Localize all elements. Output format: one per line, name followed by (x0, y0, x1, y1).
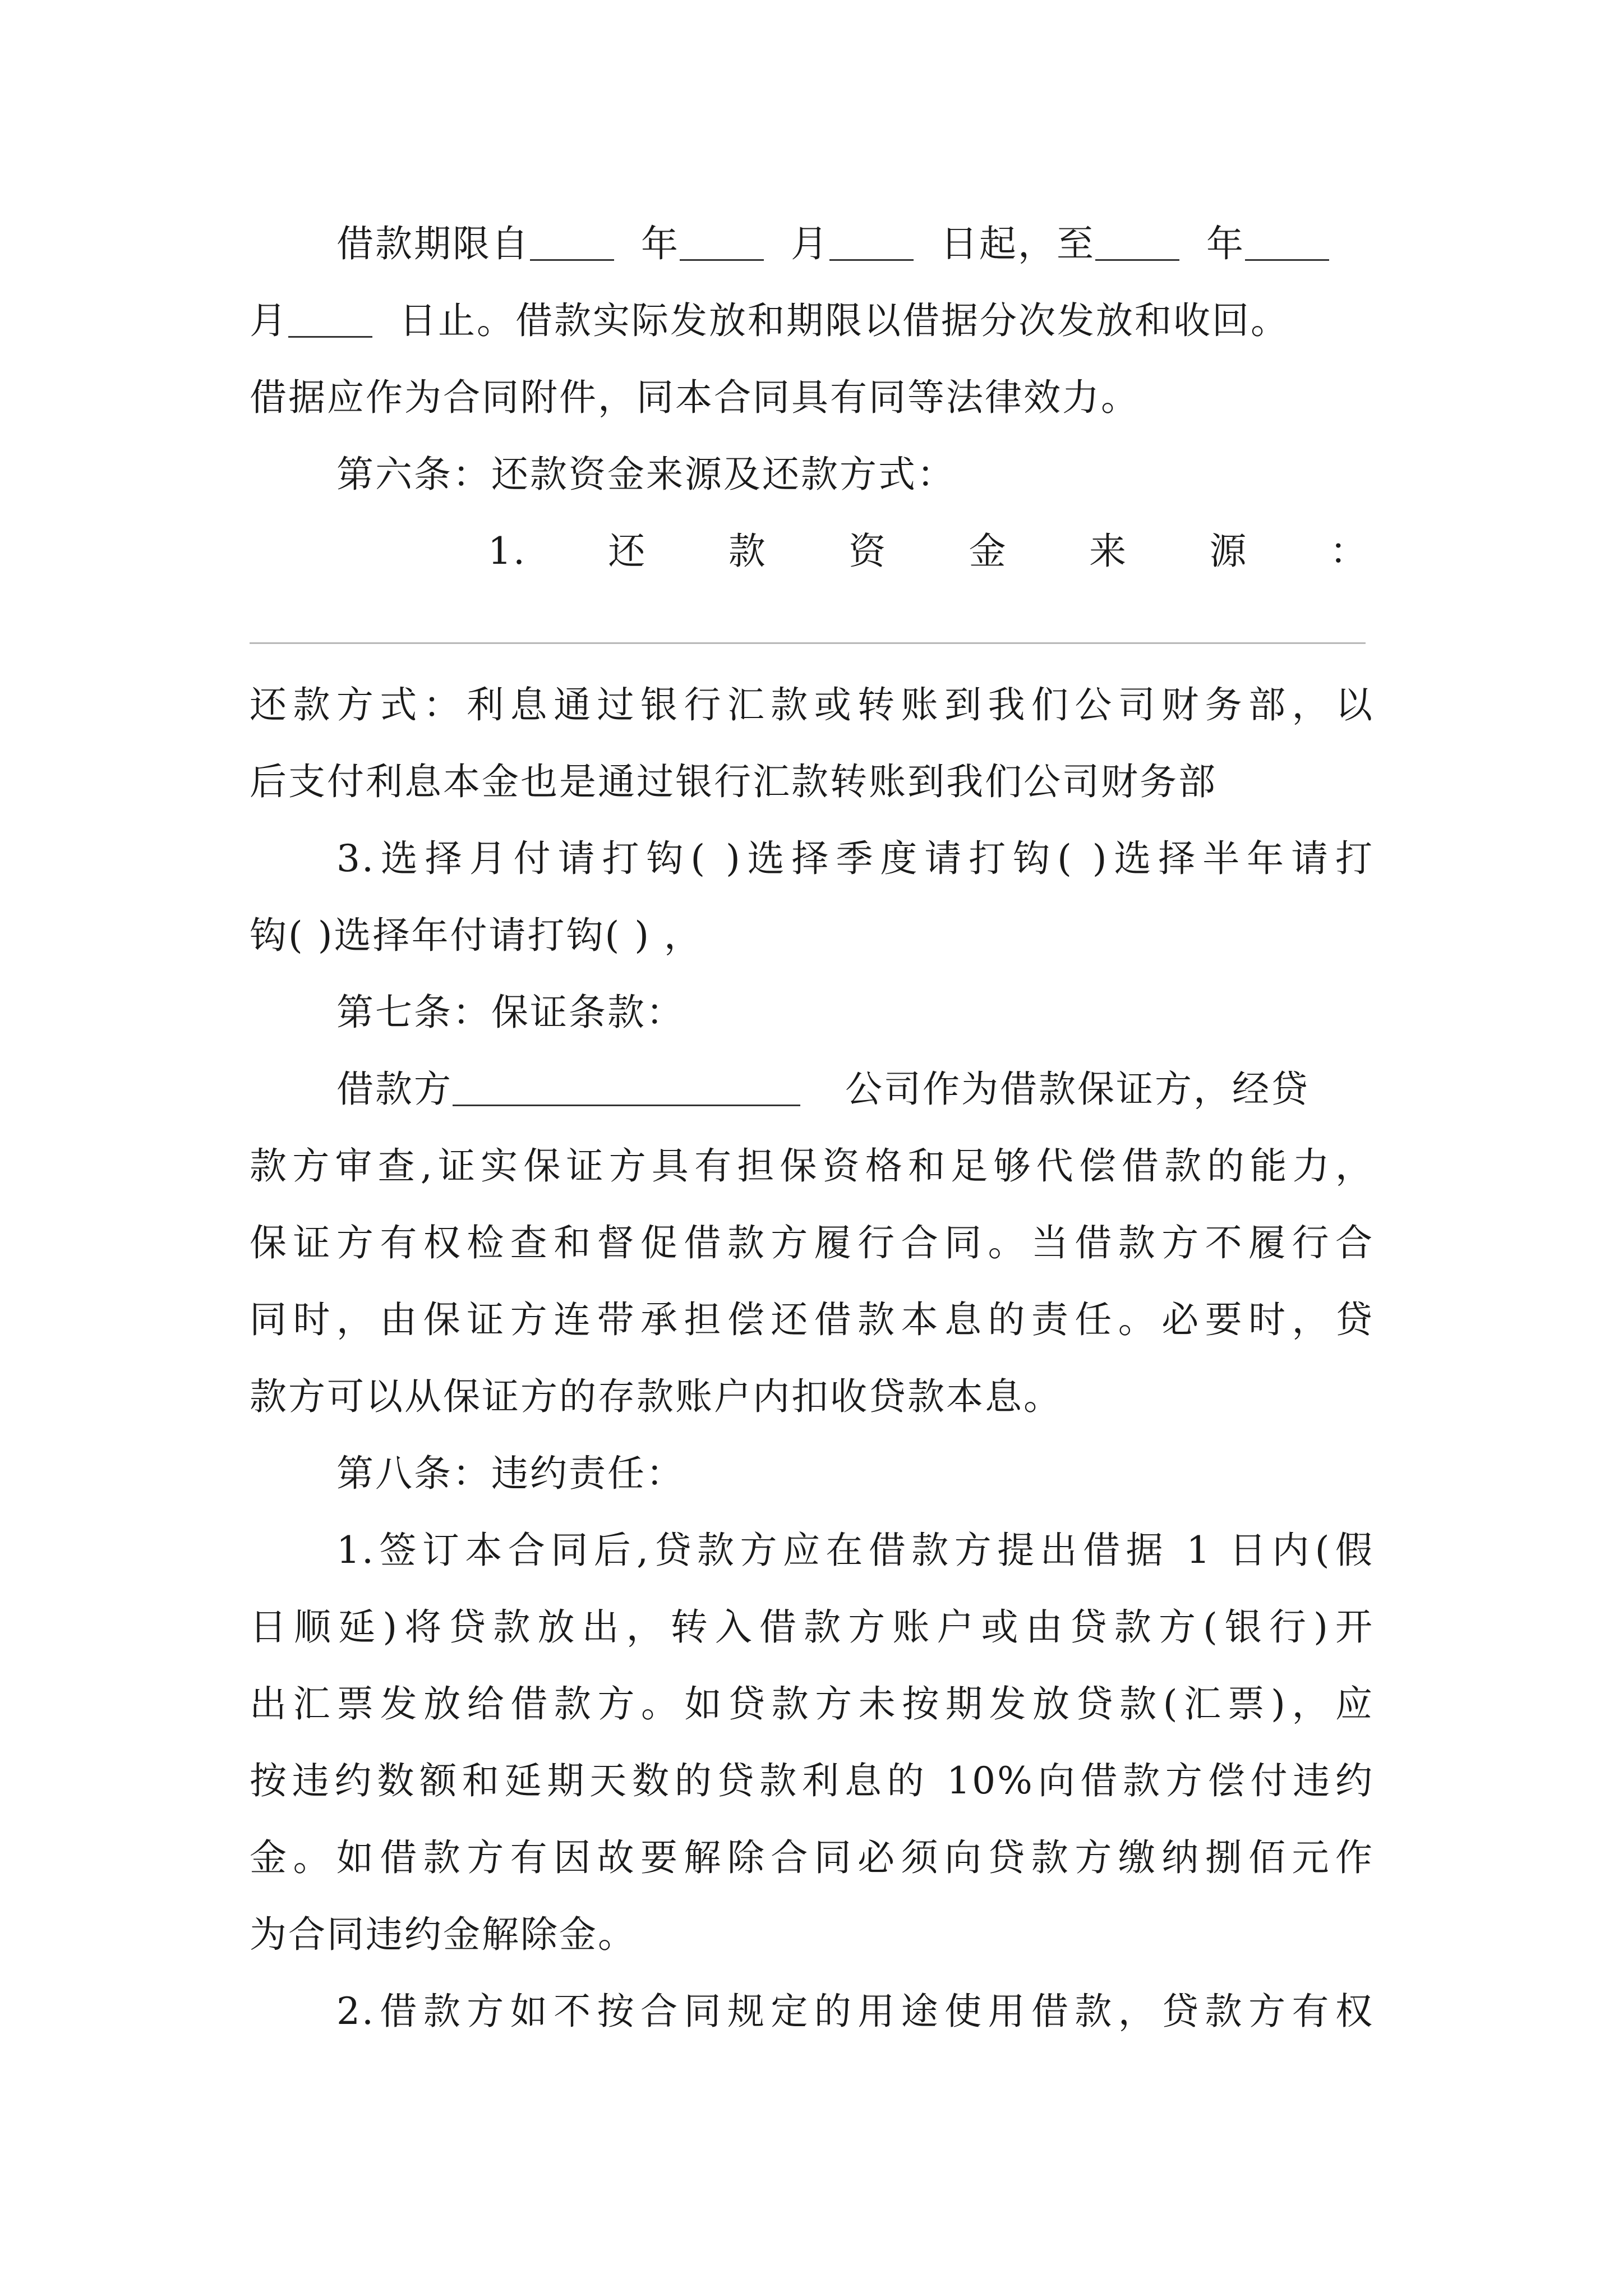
month-blank-end[interactable] (1245, 222, 1329, 261)
article-8-heading: 第八条：违约责任： (336, 1452, 685, 1495)
breach-clause-1-line-1: 1.签订本合同后,贷款方应在借款方提出借据 1 日内(假 (336, 1529, 1374, 1572)
repayment-method-line-2: 后支付利息本金也是通过银行汇款转账到我们公司财务部 (250, 760, 1217, 803)
guarantee-line-4: 同时，由保证方连带承担偿还借款本息的责任。必要时，贷 (250, 1298, 1374, 1341)
source-char: 来 (1089, 530, 1128, 573)
day-blank-end[interactable] (288, 299, 372, 338)
breach-clause-1-line-6: 为合同违约金解除金。 (250, 1913, 637, 1956)
breach-clause-1-line-5: 金。如借款方有因故要解除合同必须向贷款方缴纳捌佰元作 (250, 1836, 1374, 1879)
breach-clause-1-line-2: 日顺延)将贷款放出，转入借款方账户或由贷款方(银行)开 (250, 1605, 1374, 1649)
guarantee-line-3: 保证方有权检查和督促借款方履行合同。当借款方不履行合 (250, 1221, 1374, 1264)
repayment-method-line-1: 还款方式：利息通过银行汇款或转账到我们公司财务部，以 (250, 683, 1374, 726)
source-char: 款 (728, 530, 767, 573)
breach-clause-2-line-1: 2.借款方如不按合同规定的用途使用借款，贷款方有权 (336, 1990, 1374, 2033)
guarantee-line-2: 款方审查,证实保证方具有担保资格和足够代偿借款的能力， (250, 1144, 1374, 1188)
borrower-label: 借款方 (336, 1068, 453, 1111)
payment-choice-line-1: 3.选择月付请打钩( )选择季度请打钩( )选择半年请打 (336, 837, 1374, 880)
month-blank-start[interactable] (680, 222, 764, 261)
year-blank-end[interactable] (1095, 222, 1179, 261)
term-text-5: 年 (1206, 222, 1245, 265)
breach-clause-1-line-3: 出汇票发放给借款方。如贷款方未按期发放贷款(汇票)，应 (250, 1682, 1374, 1726)
source-char: ： (1329, 530, 1368, 573)
repayment-source-line (488, 521, 1368, 582)
source-char: 源 (1209, 530, 1248, 573)
term-line-1 (336, 213, 1374, 275)
source-number: 1. (488, 530, 527, 573)
term-text-2: 年 (641, 222, 680, 265)
term-text-6: 月 (250, 299, 288, 342)
day-blank-start[interactable] (829, 222, 914, 261)
payment-choice-line-2: 钩( )选择年付请打钩( ) ， (250, 914, 703, 957)
guarantee-text-1: 公司作为借款保证方，经贷 (845, 1068, 1310, 1111)
year-blank-start[interactable] (530, 222, 614, 261)
article-7-heading: 第七条：保证条款： (336, 991, 685, 1034)
term-text-4: 日起，至 (940, 222, 1095, 265)
article-6-heading: 第六条：还款资金来源及还款方式： (336, 453, 956, 496)
term-line-2 (250, 290, 1374, 352)
guarantee-line-5: 款方可以从保证方的存款账户内扣收贷款本息。 (250, 1375, 1062, 1418)
repayment-source-fill-line[interactable] (250, 642, 1366, 644)
source-char: 金 (969, 530, 1008, 573)
term-text-1: 借款期限自 (336, 222, 530, 265)
term-line-3: 借据应作为合同附件，同本合同具有同等法律效力。 (250, 376, 1140, 419)
borrower-company-blank[interactable] (453, 1068, 800, 1106)
term-text-7: 日止。借款实际发放和期限以借据分次发放和收回。 (399, 299, 1289, 342)
breach-clause-1-line-4: 按违约数额和延期天数的贷款利息的 10%向借款方偿付违约 (250, 1759, 1374, 1802)
source-char: 资 (849, 530, 888, 573)
source-char: 还 (608, 530, 647, 573)
term-text-3: 月 (791, 222, 829, 265)
guarantee-line-1 (336, 1059, 1374, 1120)
